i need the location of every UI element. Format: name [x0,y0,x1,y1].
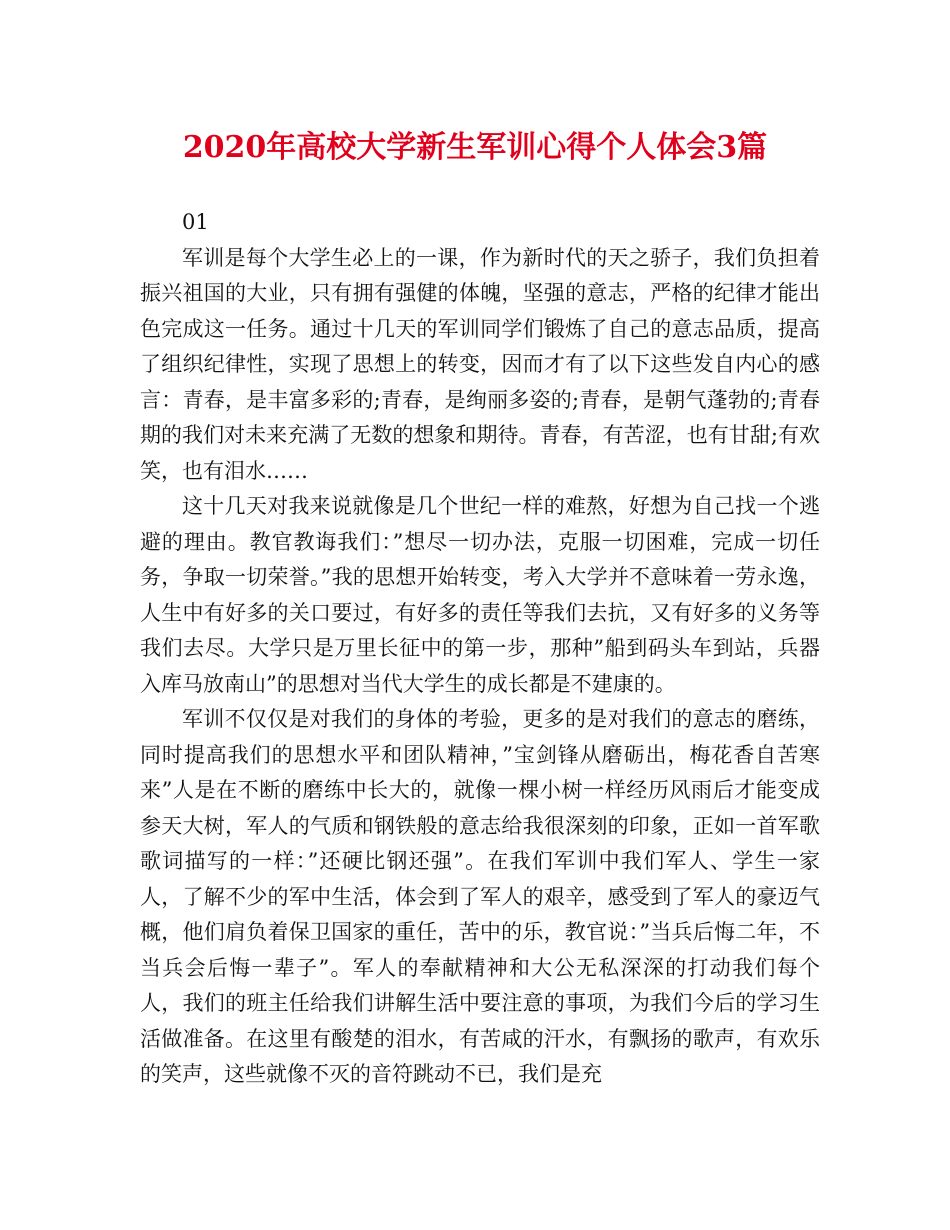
document-title: 2020年高校大学新生军训心得个人体会3篇 [182,130,768,165]
document-body [140,205,820,1093]
paragraph-3: 军训不仅仅是对我们的身体的考验，更多的是对我们的意志的磨练，同时提高我们的思想水平和团队精神，”宝剑锋从磨砺出，梅花香自苦寒来”人是在不断的磨练中长大的，就像一棵小树一样经历风雨后才能变成参天大树，军人的气质和钢铁般的意志给我很深刻的印象，正如一首军歌歌词描写的一样：”还硬比钢还强”。在我们军训中我们军人、学生一家人，了解不少的军中生活，体会到了军人的艰辛，感受到了军人的豪迈气概，他们肩负着保卫国家的重任，苦中的乐，教官说：”当兵后悔二年，不当兵会后悔一辈子”。军人的奉献精神和大公无私深深的打动我们每个人，我们的班主任给我们讲解生活中要注意的事项，为我们今后的学习生活做准备。在这里有酸楚的泪水，有苦咸的汗水，有飘扬的歌声，有欢乐的笑声，这些就像不灭的音符跳动不已，我们是充 [140,707,820,1086]
section-number: 01 [182,210,209,234]
paragraph-2: 这十几天对我来说就像是几个世纪一样的难熬，好想为自己找一个逃避的理由。教官教诲我们：”想尽一切办法，克服一切困难，完成一切任务，争取一切荣誉。”我的思想开始转变，考入大学并不意味着一劳永逸，人生中有好多的关口要过，有好多的责任等我们去抗，又有好多的义务等我们去尽。大学只是万里长征中的第一步，那种”船到码头车到站，兵器入库马放南山”的思想对当代大学生的成长都是不建康的。 [140,494,820,696]
paragraph-1: 军训是每个大学生必上的一课，作为新时代的天之骄子，我们负担着振兴祖国的大业，只有拥有强健的体魄，坚强的意志，严格的纪律才能出色完成这一任务。通过十几天的军训同学们锻炼了自己的意志品质，提高了组织纪律性，实现了思想上的转变，因而才有了以下这些发自内心的感言：青春，是丰富多彩的;青春，是绚丽多姿的;青春，是朝气蓬勃的;青春期的我们对未来充满了无数的想象和期待。青春，有苦涩，也有甘甜;有欢笑，也有泪水…… [140,245,820,483]
